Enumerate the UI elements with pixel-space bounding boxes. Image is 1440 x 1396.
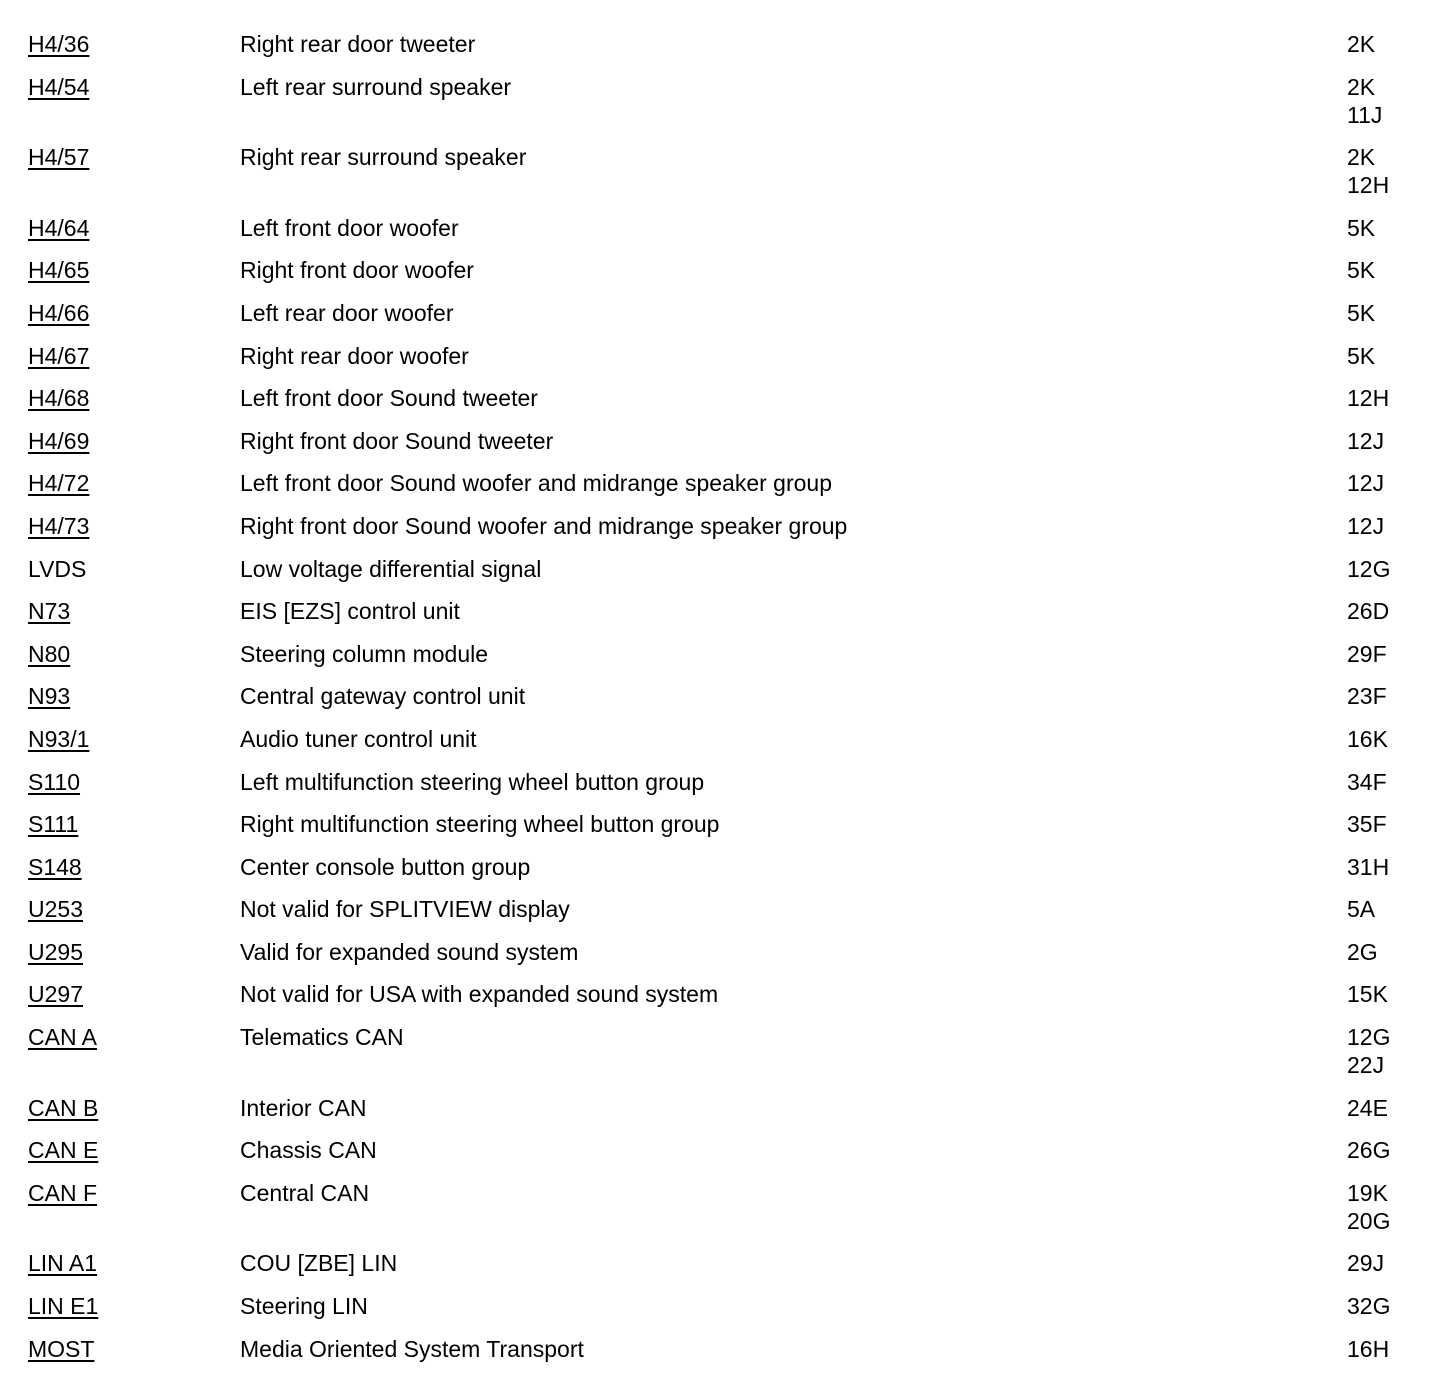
component-description: Right front door Sound tweeter bbox=[240, 427, 554, 454]
table-row bbox=[0, 682, 1440, 725]
grid-references bbox=[1347, 1179, 1390, 1235]
grid-reference: 23F bbox=[1347, 683, 1387, 710]
table-row bbox=[0, 725, 1440, 768]
grid-reference: 12J bbox=[1347, 427, 1385, 454]
grid-references bbox=[1347, 342, 1375, 370]
component-description: Media Oriented System Transport bbox=[240, 1335, 584, 1362]
grid-references bbox=[1347, 725, 1388, 753]
component-code-link[interactable]: H4/57 bbox=[28, 144, 90, 171]
component-code-link[interactable]: MOST bbox=[28, 1335, 95, 1362]
grid-references bbox=[1347, 1335, 1389, 1363]
component-description: Right rear door woofer bbox=[240, 342, 469, 369]
grid-reference: 2K bbox=[1347, 144, 1376, 171]
grid-reference: 5K bbox=[1347, 342, 1376, 369]
component-description: Steering LIN bbox=[240, 1293, 368, 1320]
grid-references bbox=[1347, 512, 1384, 540]
component-code-link[interactable]: CAN A bbox=[28, 1024, 98, 1051]
grid-references bbox=[1347, 30, 1375, 58]
grid-reference: 34F bbox=[1347, 768, 1387, 795]
table-row bbox=[0, 895, 1440, 938]
table-row bbox=[0, 768, 1440, 811]
grid-references bbox=[1347, 427, 1384, 455]
table-row bbox=[0, 810, 1440, 853]
grid-references bbox=[1347, 895, 1375, 923]
table-row bbox=[0, 1023, 1440, 1094]
grid-references bbox=[1347, 469, 1384, 497]
component-code-link[interactable]: N93 bbox=[28, 683, 71, 710]
table-row bbox=[0, 1094, 1440, 1137]
component-code-link[interactable]: H4/64 bbox=[28, 214, 90, 241]
table-row bbox=[0, 1335, 1440, 1378]
component-description: Interior CAN bbox=[240, 1094, 367, 1121]
table-row bbox=[0, 384, 1440, 427]
component-description: EIS [EZS] control unit bbox=[240, 598, 460, 625]
grid-reference: 12H bbox=[1347, 385, 1390, 412]
grid-references bbox=[1347, 853, 1389, 881]
component-code-link[interactable]: S148 bbox=[28, 853, 82, 880]
component-description: Telematics CAN bbox=[240, 1024, 404, 1051]
grid-reference: 12G bbox=[1347, 1024, 1391, 1051]
grid-reference: 11J bbox=[1347, 101, 1383, 128]
component-description: Audio tuner control unit bbox=[240, 725, 477, 752]
table-row bbox=[0, 214, 1440, 257]
grid-reference: 16H bbox=[1347, 1335, 1390, 1362]
component-code-link[interactable]: N80 bbox=[28, 640, 71, 667]
grid-references bbox=[1347, 938, 1378, 966]
grid-reference: 12J bbox=[1347, 512, 1385, 539]
table-row bbox=[0, 30, 1440, 73]
component-code-link[interactable]: CAN E bbox=[28, 1137, 99, 1164]
component-description: Low voltage differential signal bbox=[240, 555, 542, 582]
grid-reference: 16K bbox=[1347, 725, 1388, 752]
grid-reference: 32G bbox=[1347, 1293, 1391, 1320]
grid-reference: 5K bbox=[1347, 214, 1376, 241]
component-description: Central gateway control unit bbox=[240, 683, 526, 710]
component-description: Center console button group bbox=[240, 853, 531, 880]
component-description: Steering column module bbox=[240, 640, 489, 667]
component-code-link[interactable]: U297 bbox=[28, 981, 83, 1008]
component-description: Valid for expanded sound system bbox=[240, 938, 579, 965]
grid-references bbox=[1347, 597, 1389, 625]
table-row bbox=[0, 73, 1440, 144]
component-description: Left front door Sound woofer and midrange speaker group bbox=[240, 470, 832, 497]
grid-reference: 12J bbox=[1347, 470, 1385, 497]
table-row bbox=[0, 143, 1440, 214]
table-row bbox=[0, 1179, 1440, 1250]
component-code-link[interactable]: H4/36 bbox=[28, 31, 90, 57]
table-row bbox=[0, 980, 1440, 1023]
component-description: Left multifunction steering wheel button group bbox=[240, 768, 705, 795]
table-row bbox=[0, 1249, 1440, 1292]
grid-references bbox=[1347, 555, 1390, 583]
component-code-link[interactable]: S111 bbox=[28, 811, 79, 838]
component-code-link[interactable]: U253 bbox=[28, 896, 83, 923]
component-code-link[interactable]: H4/68 bbox=[28, 385, 90, 412]
component-description: Right rear door tweeter bbox=[240, 31, 476, 57]
table-row bbox=[0, 342, 1440, 385]
component-code-link[interactable]: H4/65 bbox=[28, 257, 90, 284]
grid-references bbox=[1347, 384, 1389, 412]
component-code-link[interactable]: S110 bbox=[28, 768, 81, 795]
grid-reference: 2K bbox=[1347, 73, 1376, 100]
grid-references bbox=[1347, 299, 1375, 327]
grid-reference: 26D bbox=[1347, 598, 1390, 625]
table-row bbox=[0, 427, 1440, 470]
grid-reference: 5K bbox=[1347, 257, 1376, 284]
component-code-link[interactable]: CAN B bbox=[28, 1094, 99, 1121]
grid-references bbox=[1347, 768, 1387, 796]
component-description: Right front door Sound woofer and midrange speaker group bbox=[240, 512, 848, 539]
grid-reference: 29F bbox=[1347, 640, 1387, 667]
component-description: Left rear door woofer bbox=[240, 299, 454, 326]
grid-reference: 26G bbox=[1347, 1137, 1391, 1164]
component-code-link[interactable]: H4/67 bbox=[28, 342, 90, 369]
table-row bbox=[0, 1136, 1440, 1179]
grid-references bbox=[1347, 810, 1387, 838]
grid-reference: 12G bbox=[1347, 555, 1391, 582]
component-description: Right multifunction steering wheel button group bbox=[240, 811, 720, 838]
table-row bbox=[0, 1292, 1440, 1335]
grid-reference: 20G bbox=[1347, 1207, 1391, 1234]
table-row bbox=[0, 555, 1440, 598]
component-code-link[interactable]: H4/73 bbox=[28, 512, 90, 539]
grid-references bbox=[1347, 256, 1375, 284]
component-description: Central CAN bbox=[240, 1179, 370, 1206]
grid-reference: 35F bbox=[1347, 811, 1387, 838]
component-description: Left front door woofer bbox=[240, 214, 459, 241]
grid-reference: 15K bbox=[1347, 981, 1388, 1008]
table-row bbox=[0, 853, 1440, 896]
component-code-link[interactable]: H4/54 bbox=[28, 73, 90, 100]
grid-reference: 5A bbox=[1347, 896, 1376, 923]
table-row bbox=[0, 597, 1440, 640]
component-description: Not valid for USA with expanded sound system bbox=[240, 981, 719, 1008]
grid-reference: 2K bbox=[1347, 31, 1376, 57]
component-description: COU [ZBE] LIN bbox=[240, 1250, 398, 1277]
component-code-link[interactable]: H4/69 bbox=[28, 427, 90, 454]
grid-references bbox=[1347, 73, 1382, 129]
grid-references bbox=[1347, 1023, 1390, 1079]
component-code-link[interactable]: N93/1 bbox=[28, 725, 90, 752]
component-code-link[interactable]: LIN A1 bbox=[28, 1250, 98, 1277]
grid-references bbox=[1347, 214, 1375, 242]
grid-reference: 5K bbox=[1347, 299, 1376, 326]
table-row bbox=[0, 256, 1440, 299]
grid-references bbox=[1347, 1094, 1388, 1122]
grid-reference: 12H bbox=[1347, 172, 1390, 199]
grid-references bbox=[1347, 640, 1387, 668]
table-row bbox=[0, 938, 1440, 981]
table-row bbox=[0, 299, 1440, 342]
grid-references bbox=[1347, 682, 1387, 710]
grid-references bbox=[1347, 1136, 1390, 1164]
table-row bbox=[0, 512, 1440, 555]
component-description: Not valid for SPLITVIEW display bbox=[240, 896, 570, 923]
component-code-link[interactable]: H4/72 bbox=[28, 470, 90, 497]
component-description: Right front door woofer bbox=[240, 257, 474, 284]
grid-references bbox=[1347, 143, 1389, 199]
grid-reference: 2G bbox=[1347, 938, 1378, 965]
component-legend-table bbox=[0, 30, 1440, 1377]
grid-references bbox=[1347, 1292, 1390, 1320]
component-code-link[interactable]: H4/66 bbox=[28, 299, 90, 326]
grid-reference: 24E bbox=[1347, 1094, 1388, 1121]
table-row bbox=[0, 640, 1440, 683]
grid-reference: 19K bbox=[1347, 1179, 1388, 1206]
component-code-link[interactable]: U295 bbox=[28, 938, 83, 965]
component-code-link[interactable]: N73 bbox=[28, 598, 71, 625]
component-description: Left front door Sound tweeter bbox=[240, 385, 538, 412]
component-code-link[interactable]: LIN E1 bbox=[28, 1293, 99, 1320]
component-code-link[interactable]: CAN F bbox=[28, 1179, 97, 1206]
grid-reference: 22J bbox=[1347, 1052, 1385, 1079]
grid-reference: 31H bbox=[1347, 853, 1390, 880]
component-description: Left rear surround speaker bbox=[240, 73, 512, 100]
grid-references bbox=[1347, 980, 1388, 1008]
grid-reference: 29J bbox=[1347, 1250, 1385, 1277]
component-description: Chassis CAN bbox=[240, 1137, 377, 1164]
table-row bbox=[0, 469, 1440, 512]
component-description: Right rear surround speaker bbox=[240, 144, 527, 171]
grid-references bbox=[1347, 1249, 1384, 1277]
component-code: LVDS bbox=[28, 555, 87, 582]
